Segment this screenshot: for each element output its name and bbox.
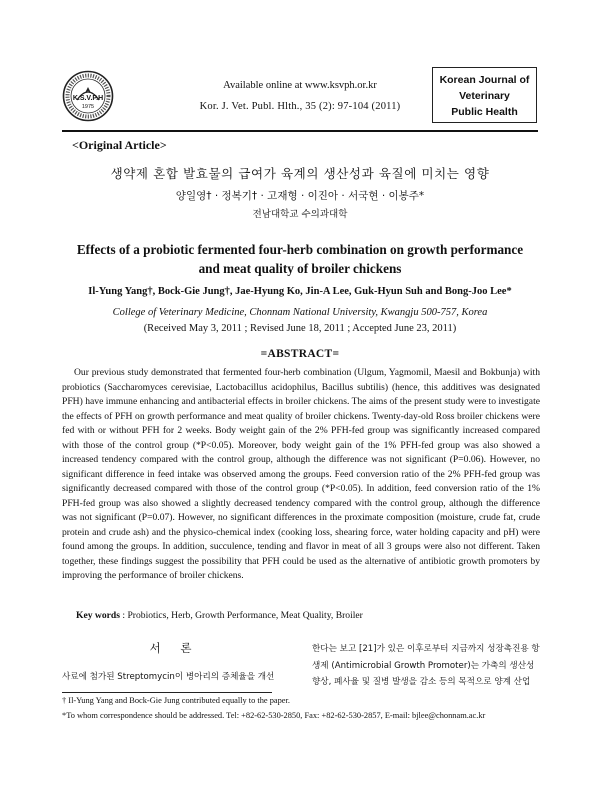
journal-name-line-3: Public Health <box>451 106 518 118</box>
english-title-line-2: and meat quality of broiler chickens <box>198 261 402 276</box>
footnote-correspondence: *To whom correspondence should be addressed. Tel: +82-62-530-2850, Fax: +82-62-530-2857, E-mail: bjlee@chonnam.ac.kr <box>62 711 486 720</box>
footnote-rule <box>62 692 272 693</box>
logo-text: K.S.V.P.H <box>72 95 104 102</box>
korean-affiliation: 전남대학교 수의과대학 <box>252 209 348 220</box>
journal-citation: Kor. J. Vet. Publ. Hlth., 35 (2): 97-104 (2011) <box>199 101 401 112</box>
journal-name-box <box>432 67 537 123</box>
korean-authors: 양일영† · 정복기† · 고재형 · 이진아 · 서국현 · 이봉주* <box>175 190 425 202</box>
logo-year: 1975 <box>81 104 95 110</box>
society-seal-logo <box>62 70 114 122</box>
abstract-heading: =ABSTRACT= <box>260 348 340 360</box>
keywords-list: : Probiotics, Herb, Growth Performance, Meat Quality, Broiler <box>122 610 363 621</box>
header-rule <box>62 130 538 132</box>
footnote-equal-contribution: † Il-Yung Yang and Bock-Gie Jung contributed equally to the paper. <box>62 696 290 705</box>
intro-right-text: 한다는 보고 [21]가 있은 이후로부터 지금까지 성장촉진용 항생제 (Antimicrobial Growth Promoter)는 가축의 생산성 향상, 폐사율 및 질병 발생을 감소 등의 목적으로 양계 산업 <box>312 644 540 687</box>
keywords-label: Key words <box>76 610 120 621</box>
journal-name-line-1: Korean Journal of <box>439 74 530 86</box>
keywords <box>76 610 546 621</box>
intro-heading: 서 론 <box>149 641 200 655</box>
korean-title: 생약제 혼합 발효물의 급여가 육계의 생산성과 육질에 미치는 영향 <box>110 166 490 181</box>
journal-name-line-2: Veterinary <box>459 90 510 102</box>
article-type-label: <Original Article> <box>72 138 167 152</box>
abstract-body: Our previous study demonstrated that fermented four-herb combination (Ulgum, Yagmomil, Maesil and Bokbunja) with probiotics (Saccharomyces cerevisiae, Lactobacillus acidophilus, Bacillus subtilis) (hence, this additives was designated PFH) have immune enhancing and antibacterial effects in broiler chickens. The aims of the present study were to investigate the effects of PFH on growth performance and meat quality of broiler chickens. Twenty-day-old Ross broiler chickens were fed with or without PFH for 2 weeks. Body weight gain of the 2% PFH-fed group was significantly increased compared with those of the control group (*P<0.05). Moreover, body weight gain of the 1% PFH-fed group was also showed a increased tendency compared with the control group, although the difference was not significant (P=0.06). However, no significant difference in feed intake was observed among the groups. Feed conversion ratio of the 2% PFH-fed group was significantly decreased compared with those of the control group (*P<0.05). In addition, feed conversion ratio of the 1% PFH-fed group was also showed a slightly decreased tendency compared with the control group, although the difference was not significant (P=0.07). However, no significant differences in the proximate composition (moisture, crude fat, crude protein and crude ash) and the physico-chemical index (cooking loss, shearing force, water holding capacity and pH) were found among the groups. In addition, succulence, tending and flavor in meat of all 3 groups were also not different. Taken together, these findings suggest the possibility that PFH could be used as the alternative of antibiotic growth promoters by improving the performance of broiler chickens. <box>62 367 540 581</box>
english-title <box>50 240 550 278</box>
english-title-line-1: Effects of a probiotic fermented four-herb combination on growth performance <box>76 242 524 257</box>
english-affiliation: College of Veterinary Medicine, Chonnam National University, Kwangju 500-757, Korea <box>112 307 488 318</box>
online-availability: Available online at www.ksvph.or.kr <box>223 80 377 91</box>
received-dates: (Received May 3, 2011 ; Revised June 18, 2011 ; Accepted June 23, 2011) <box>143 323 457 334</box>
intro-left-text: 사료에 첨가된 Streptomycin이 병아리의 증체율을 개선 <box>62 672 275 682</box>
english-authors: Il-Yung Yang†, Bock-Gie Jung†, Jae-Hyung Ko, Jin-A Lee, Guk-Hyun Suh and Bong-Joo Lee* <box>88 286 512 297</box>
